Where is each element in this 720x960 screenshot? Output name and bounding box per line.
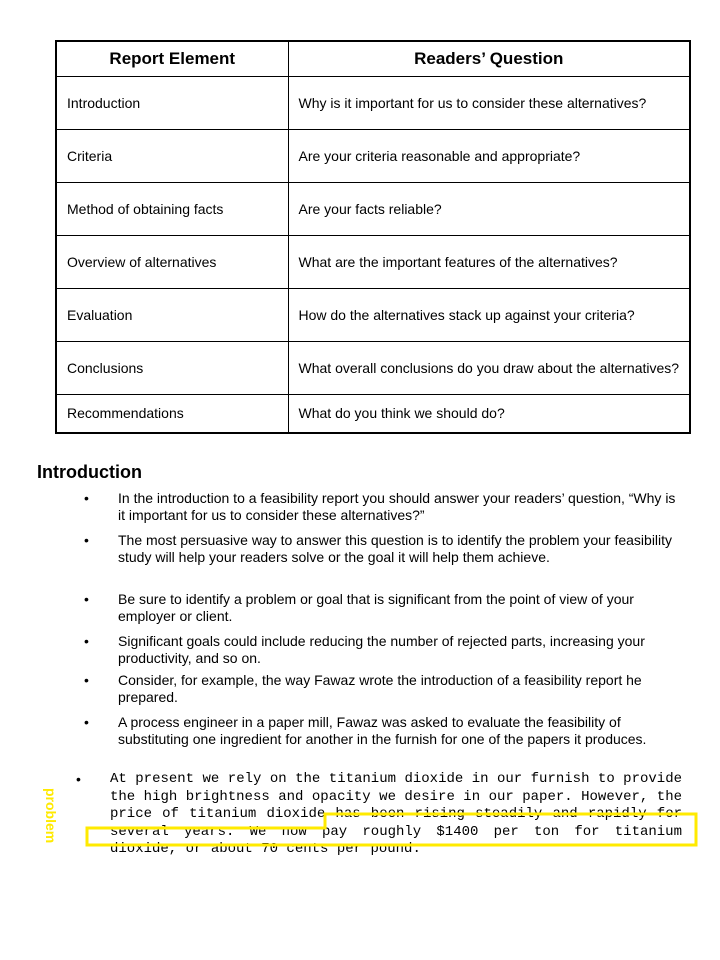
table-row [56,130,690,183]
example-text: At present we rely on the titanium dioxide in our furnish to provide the high brightness and opacity we desire in our paper. However, the price of titanium dioxide has been rising steadily and rapidly for several years. We now pay roughly $1400 per ton for titanium dioxide, or about 70 cents per pound. [110,771,682,857]
column-header: Report Element [56,41,288,77]
bullet-item [84,490,680,524]
bullet-marker: • [84,633,89,649]
bullet-text: The most persuasive way to answer this question is to identify the problem your feasibility study will help your readers solve or the goal it will help them achieve. [118,532,673,565]
table-row [56,342,690,395]
table-row [56,236,690,289]
readers-question-cell: Are your criteria reasonable and appropriate? [288,130,690,183]
table-header-row [56,41,690,77]
readers-question-cell: What do you think we should do? [288,395,690,433]
bullet-text: In the introduction to a feasibility report you should answer your readers’ question, “Why is it important for us to consider these alternatives?” [118,490,676,523]
bullet-marker: • [84,714,89,730]
bullet-marker: • [84,591,89,607]
report-element-cell: Method of obtaining facts [56,183,288,236]
table-row [56,289,690,342]
bullet-item [84,532,680,566]
table-row [56,395,690,433]
readers-question-cell: How do the alternatives stack up against your criteria? [288,289,690,342]
bullet-item [84,714,680,748]
bullet-marker: • [76,771,81,787]
report-elements-table [55,40,691,434]
bullet-item [84,591,680,625]
report-element-cell: Overview of alternatives [56,236,288,289]
bullet-text: Significant goals could include reducing the number of rejected parts, increasing your productivity, and so on. [118,633,645,666]
bullet-text: A process engineer in a paper mill, Fawaz was asked to evaluate the feasibility of substituting one ingredient for another in the furnish for one of the papers it produces. [118,714,647,747]
table-row [56,77,690,130]
readers-question-cell: What overall conclusions do you draw about the alternatives? [288,342,690,395]
bullet-marker: • [84,672,89,688]
report-element-cell: Introduction [56,77,288,130]
bullet-text: Consider, for example, the way Fawaz wrote the introduction of a feasibility report he prepared. [118,672,642,705]
readers-question-cell: What are the important features of the alternatives? [288,236,690,289]
report-element-cell: Criteria [56,130,288,183]
column-header: Readers’ Question [288,41,690,77]
bullet-marker: • [84,532,89,548]
report-element-cell: Evaluation [56,289,288,342]
readers-question-cell: Are your facts reliable? [288,183,690,236]
example-paragraph [76,771,682,859]
bullet-item [84,633,680,667]
report-element-cell: Recommendations [56,395,288,433]
table-row [56,183,690,236]
problem-label: problem [43,788,59,844]
section-heading: Introduction [37,462,142,482]
readers-question-cell: Why is it important for us to consider these alternatives? [288,77,690,130]
bullet-text: Be sure to identify a problem or goal that is significant from the point of view of your employer or client. [118,591,634,624]
bullet-item [84,672,680,706]
report-element-cell: Conclusions [56,342,288,395]
bullet-marker: • [84,490,89,506]
